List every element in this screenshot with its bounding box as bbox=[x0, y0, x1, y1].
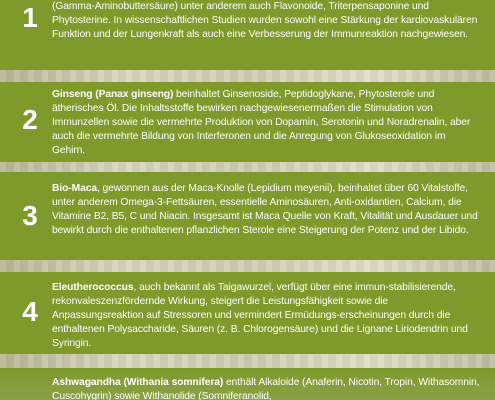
ingredient-item-2 bbox=[0, 82, 495, 162]
ingredient-item-1 bbox=[0, 0, 495, 70]
item-lead: Ashwagandha (Withania somnifera) bbox=[52, 377, 224, 388]
item-number: 3 bbox=[22, 200, 38, 231]
item-body: beinhaltet Ginsenoside, Peptidoglykane, Phytosterole und ätherisches Öl. Die Inhaltsstoffe bewirken nachgewiesenermaßen die Stimulation von Immunzellen sowie die vermehrte Produktion von Dopamin, Serotonin und Noradrenalin, aber auch die vermehrte Bildung von Interferonen und die Anregung von Glukoseoxidation im Gehirn. bbox=[52, 89, 471, 156]
ingredient-item-4 bbox=[0, 272, 495, 354]
item-number: 4 bbox=[22, 296, 38, 327]
item-number: 2 bbox=[22, 104, 38, 135]
item-description bbox=[52, 0, 481, 42]
ingredient-item-5 bbox=[0, 368, 495, 400]
ingredient-item-3 bbox=[0, 172, 495, 260]
item-body: (Gamma-Aminobuttersäure) unter anderem auch Flavonoide, Triterpensaponine und Phytosterine. In wissenschaftlichen Studien wurden sowohl eine Stärkung der kardiovaskulären Funktion und der Lungenkraft als auch eine Verbesserung der Immunreaktion nachgewiesen. bbox=[52, 1, 478, 40]
photo-strip bbox=[0, 354, 495, 368]
item-body: , gewonnen aus der Maca-Knolle (Lepidium meyenii), beinhaltet über 60 Vitalstoffe, unter anderem Omega-3-Fettsäuren, essentielle Aminosäuren, Anti-oxidantien, Calcium, die Vitamine B2, B5, C und Niacin. Insgesamt ist Maca Quelle von Kraft, Vitalität und Ausdauer und bewirkt durch die enthaltenen pflanzlichen Sterole eine Steigerung der Potenz und der Libido. bbox=[52, 183, 478, 236]
photo-strip bbox=[0, 70, 495, 82]
item-lead: Ginseng (Panax ginseng) bbox=[52, 89, 174, 100]
item-body: , auch bekannt als Taigawurzel, verfügt über eine immun-stabilisierende, rekonvaleszenzfördernde Wirkung, steigert die Leistungsfähigkeit sowie die Anpassungsreaktion auf Stressoren und vermindert Ermüdungs-erscheinungen durch die enthaltenen Polysaccharide, Säuren (z. B. Chlorogensäure) und die Lignane Liriodendrin und Syringin. bbox=[52, 282, 468, 349]
item-body: enthält Alkaloide (Anaferin, Nicotin, Tropin, Withasomnin, Cuscohygrin) sowie Withanolide (Somniferanolid, bbox=[52, 377, 480, 400]
item-description bbox=[52, 376, 481, 400]
item-description bbox=[52, 281, 481, 351]
item-description bbox=[52, 182, 481, 238]
item-lead: Eleutherococcus bbox=[52, 282, 134, 293]
item-lead: Bio-Maca bbox=[52, 183, 97, 194]
item-description bbox=[52, 88, 481, 158]
photo-strip bbox=[0, 260, 495, 272]
photo-strip bbox=[0, 162, 495, 172]
item-number: 1 bbox=[22, 2, 38, 33]
